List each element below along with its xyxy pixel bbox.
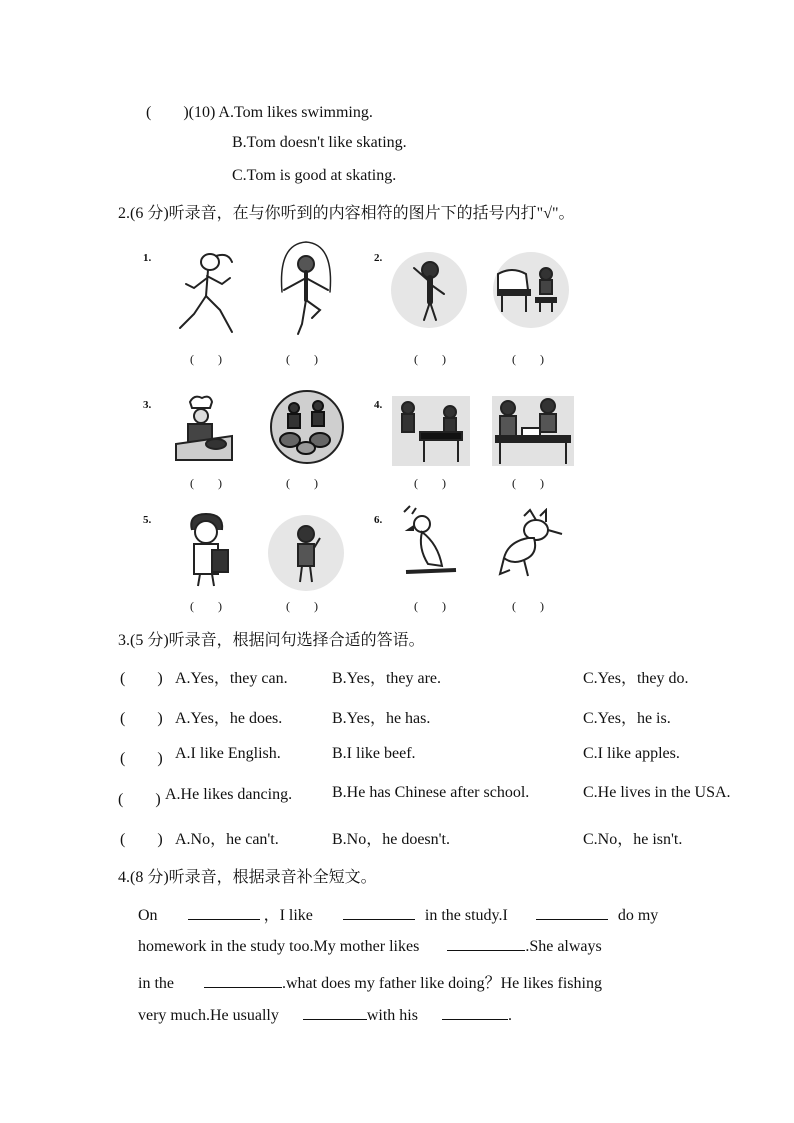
cloze-text: ，I like: [263, 907, 313, 924]
section4-heading: 4.(8 分)听录音，根据录音补全短文。: [118, 869, 377, 886]
girl-singing-picture: [266, 514, 346, 592]
cloze-text: in the study.I: [424, 907, 508, 924]
girl-reading-book-picture: [178, 510, 240, 588]
option-b: B.He has Chinese after school.: [332, 784, 530, 801]
option-c: C.Yes，they do.: [583, 670, 689, 687]
girl-dancing-picture: [390, 250, 468, 330]
option-b: B.Yes，he has.: [332, 710, 431, 727]
answer-paren-2a[interactable]: ( ): [414, 352, 446, 366]
answer-paren-3a[interactable]: ( ): [190, 476, 222, 490]
kids-playing-piano-picture: [392, 396, 470, 466]
cloze-text: .what does my father like doing？He likes fishing: [282, 975, 602, 992]
q1-item10-option-b: B.Tom doesn't like skating.: [232, 134, 407, 151]
option-a: A.I like English.: [175, 745, 281, 762]
boy-playing-piano-picture: [492, 250, 570, 330]
option-a: A.Yes，they can.: [175, 670, 288, 687]
answer-paren-6b[interactable]: ( ): [512, 599, 544, 613]
cloze-blank[interactable]: [204, 973, 282, 988]
option-b: B.Yes，they are.: [332, 670, 442, 687]
answer-paren-2b[interactable]: ( ): [512, 352, 544, 366]
answer-paren[interactable]: ( ): [120, 750, 163, 767]
girl-skipping-rope-picture: [270, 238, 342, 338]
girl-running-picture: [172, 248, 242, 340]
q1-item10-stem: [146, 99, 373, 122]
cloze-blank[interactable]: [442, 1005, 508, 1020]
answer-paren-4b[interactable]: ( ): [512, 476, 544, 490]
option-b: B.No，he doesn't.: [332, 831, 450, 848]
section2-heading: 2.(6 分)听录音，在与你听到的内容相符的图片下的括号内打"√"。: [118, 205, 575, 222]
picture-number-1: 1.: [143, 252, 152, 264]
cloze-blank[interactable]: [188, 905, 260, 920]
q1-item10-option-c: C.Tom is good at skating.: [232, 167, 397, 184]
cloze-text: with his: [366, 1007, 418, 1024]
picture-number-3: 3.: [143, 399, 152, 411]
option-b: B.I like beef.: [332, 745, 416, 762]
option-c: C.He lives in the USA.: [583, 784, 731, 801]
answer-paren[interactable]: ( ): [120, 831, 163, 848]
section3-heading: 3.(5 分)听录音，根据问句选择合适的答语。: [118, 632, 425, 649]
band-playing-drums-picture: [268, 390, 346, 464]
cloze-blank[interactable]: [303, 1005, 367, 1020]
cloze-blank[interactable]: [343, 905, 415, 920]
picture-number-4: 4.: [374, 399, 383, 411]
cloze-text: .: [507, 1007, 512, 1024]
picture-number-2: 2.: [374, 252, 383, 264]
cloze-text: On: [138, 907, 158, 924]
boys-reading-at-desk-picture: [492, 396, 574, 466]
answer-paren-5a[interactable]: ( ): [190, 599, 222, 613]
cloze-text: homework in the study too.My mother likes: [138, 938, 420, 955]
answer-paren-5b[interactable]: ( ): [286, 599, 318, 613]
chef-cooking-picture: [172, 394, 236, 464]
option-a: A.Yes，he does.: [175, 710, 283, 727]
picture-number-6: 6.: [374, 514, 383, 526]
option-c: C.I like apples.: [583, 745, 680, 762]
answer-paren-1b[interactable]: ( ): [286, 352, 318, 366]
cloze-blank[interactable]: [447, 936, 525, 951]
cloze-line-2: [138, 936, 602, 956]
cloze-text: very much.He usually: [138, 1007, 279, 1024]
option-a: A.He likes dancing.: [165, 786, 293, 803]
cloze-text: .She always: [525, 938, 602, 955]
option-a: A.No，he can't.: [175, 831, 279, 848]
cloze-line-3: [138, 970, 602, 993]
cloze-line-4: [138, 1005, 512, 1025]
answer-paren-1a[interactable]: ( ): [190, 352, 222, 366]
parrot-on-perch-picture: [398, 504, 462, 586]
cloze-line-1: [138, 902, 658, 925]
option-c: C.Yes，he is.: [583, 710, 671, 727]
cloze-text: do my: [617, 907, 659, 924]
answer-paren-4a[interactable]: ( ): [414, 476, 446, 490]
cloze-blank[interactable]: [536, 905, 608, 920]
q1-item10-text: ( )(10) A.Tom likes swimming.: [146, 104, 373, 121]
picture-number-5: 5.: [143, 514, 152, 526]
option-c: C.No，he isn't.: [583, 831, 683, 848]
rabbit-jumping-picture: [494, 508, 568, 580]
answer-paren[interactable]: ( ): [120, 710, 163, 727]
answer-paren-3b[interactable]: ( ): [286, 476, 318, 490]
cloze-text: in the: [138, 975, 174, 992]
answer-paren[interactable]: ( ): [118, 791, 161, 808]
answer-paren[interactable]: ( ): [120, 670, 163, 687]
answer-paren-6a[interactable]: ( ): [414, 599, 446, 613]
